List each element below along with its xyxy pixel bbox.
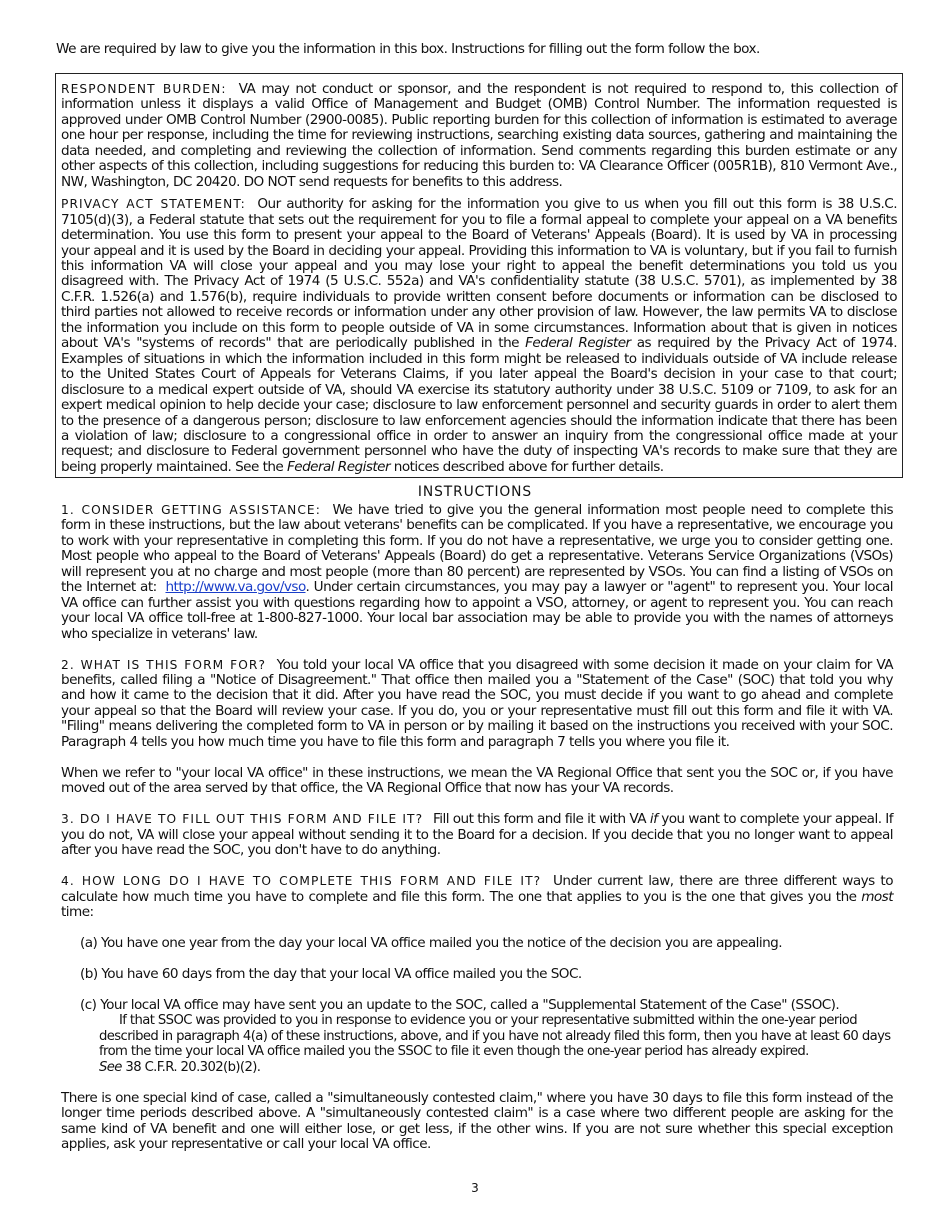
page-number: 3: [471, 1181, 479, 1195]
section-4-item-c-line2: If that SSOC was provided to you in response to evidence you or your representative submitted within the one-year period described in paragraph 4(a) of these instructions, above, and if you have not already filed this form, then you have at least 60 days from the time your local VA office mailed you the SSOC to file it even though the one-year period has already expired.: [99, 1013, 891, 1060]
intro-text: We are required by law to give you the information in this box. Instructions for filling out the form follow the box.: [56, 41, 760, 57]
section-4-item-c-line1: (c) Your local VA office may have sent you an update to the SOC, called a "Supplemental Statement of the Case" (SSOC).: [80, 996, 840, 1013]
section-4-item-a: (a) You have one year from the day your local VA office mailed you the notice of the decision you are appealing.: [80, 934, 782, 951]
cfr-citation: 38 C.F.R. 20.302(b)(2).: [125, 1059, 261, 1075]
respondent-burden-paragraph: [61, 82, 897, 190]
instructions-title: INSTRUCTIONS: [417, 484, 533, 500]
section-2-text: You told your local VA office that you disagreed with some decision it made on your claim for VA benefits, called filing a "Notice of Disagreement." That office then mailed you a "Statement of the Case" (SOC) that told you why and how it came to the decision that it did. After you have read the SOC, you must decide if you want to go ahead and complete your appeal so that the Board will review your case. If you do, you or your representative must fill out this form and file it with VA. "Filing" means delivering the completed form to VA in person or by mailing it based on the instructions you received with your SOC. Paragraph 4 tells you how much time you have to file this form and paragraph 7 tells you where you file it.: [61, 656, 893, 750]
section-2-heading: 2. WHAT IS THIS FORM FOR?: [61, 657, 267, 672]
section-1-text-a: We have tried to give you the general information most people need to complete this form in these instructions, but the law about veterans' benefits can be complicated. If you have a representative, we encourage you to work with your representative in completing this form. If you do not have a representative, we urge you to consider getting one. Most people who appeal to the Board of Veterans' Appeals (Board) do get a representative. Veterans Service Organizations (VSOs) will represent you at no charge and most people (more than 80 percent) are represented by VSOs. You can find a listing of VSOs on the Internet at:: [61, 502, 894, 596]
section-1-heading: 1. CONSIDER GETTING ASSISTANCE:: [61, 503, 321, 517]
instructions-body: [61, 503, 893, 1168]
section-2-paragraph: [61, 658, 893, 751]
federal-register-ref-1: Federal Register: [525, 335, 631, 352]
special-case-paragraph: There is one special kind of case, called a "simultaneously contested claim," where you have 30 days to file this form instead of the longer time periods described above. A "simultaneously contested claim" is a case where two different people are asking for the same kind of VA benefit and one will either lose, or get less, if the other wins. If you are not sure whether this special exception applies, ask your representative or call your local VA office.: [61, 1089, 893, 1153]
privacy-act-text-2: as required by the Privacy Act of 1974. Examples of situations in which the information included in this form might be released to individuals outside of VA include release to the United States Court of Appeals for Veterans Claims, if you later appeal the Board's decision in your case to that court; disclosure to a medical expert outside of VA, should VA exercise its statutory authority under 38 U.S.C. 5109 or 7109, to ask for an expert medical opinion to help decide your case; disclosure to law enforcement personnel and security guards in order to alert them to the presence of a dangerous person; disclosure to law enforcement agencies should the information indicate that there has been a violation of law; disclosure to a congressional office in order to answer an inquiry from the congressional office made at your request; and disclosure to Federal government personnel who have the duty of inspecting VA's records to make sure that they are being properly maintained. See the: [61, 335, 897, 475]
respondent-burden-heading: RESPONDENT BURDEN:: [61, 82, 227, 96]
section-1-paragraph: [61, 503, 893, 642]
section-4-text-b: time:: [61, 903, 94, 920]
section-2-note: When we refer to "your local VA office" in these instructions, we mean the VA Regional Office that sent you the SOC or, if you have moved out of the area served by that office, the VA Regional Office that now has your VA records.: [61, 764, 893, 797]
privacy-act-heading: PRIVACY ACT STATEMENT:: [61, 197, 246, 212]
section-3-paragraph: [61, 812, 893, 858]
vso-link[interactable]: http://www.va.gov/vso: [165, 579, 306, 596]
section-4-item-c-cite: [99, 1060, 893, 1076]
respondent-privacy-box: [55, 73, 903, 478]
section-3-if-word: if: [649, 811, 658, 828]
section-4-heading: 4. HOW LONG DO I HAVE TO COMPLETE THIS FORM AND FILE IT?: [61, 874, 542, 889]
federal-register-ref-2: Federal Register: [287, 458, 390, 475]
see-word: See: [99, 1059, 122, 1075]
section-4-most-word: most: [861, 888, 893, 905]
section-4-paragraph: [61, 874, 893, 920]
section-4-text-a: Under current law, there are three different ways to calculate how much time you have to complete and file this form. The one that applies to you is the one that gives you the: [61, 873, 893, 905]
section-4-item-b: (b) You have 60 days from the day that your local VA office mailed you the SOC.: [80, 965, 582, 982]
section-3-text-a: Fill out this form and file it with VA: [432, 811, 647, 828]
section-3-text-b: you want to complete your appeal. If you do not, VA will close your appeal without sending it to the Board for a decision. If you decide that you no longer want to appeal after you have read the SOC, you don't have to do anything.: [61, 811, 893, 859]
privacy-act-paragraph: [61, 197, 897, 475]
privacy-act-text-1: Our authority for asking for the information you give to us when you fill out this form is 38 U.S.C. 7105(d)(3), a Federal statute that sets out the requirement for you to file a formal appeal to complete your appeal on a VA benefits determination. You use this form to present your appeal to the Board of Veterans' Appeals (Board). It is used by VA in processing your appeal and it is used by the Board in deciding your appeal. Providing this information to VA is voluntary, but if you fail to furnish this information VA will close your appeal and you may lose your right to appeal the benefit determinations you told us you disagreed with. The Privacy Act of 1974 (5 U.S.C. 552a) and VA's confidentiality statute (38 U.S.C. 5701), as implemented by 38 C.F.R. 1.526(a) and 1.576(b), require individuals to provide written consent before documents or information can be disclosed to third parties not allowed to receive records or information under any other provision of law. However, the law permits VA to disclose the information you include on this form to people outside of VA in some circumstances. Information about that is given in notices about VA's "systems of records" that are periodically published in the: [61, 196, 897, 352]
section-3-heading: 3. DO I HAVE TO FILL OUT THIS FORM AND FILE IT?: [61, 812, 424, 827]
section-1-text-b: . Under certain circumstances, you may pay a lawyer or "agent" to represent you. Your local VA office can further assist you with questions regarding how to appoint a VSO, attorney, or agent to represent you. You can reach your local VA office toll-free at 1-800-827-1000. Your local bar association may be able to provide you with the names of attorneys who specialize in veterans' law.: [61, 579, 894, 642]
privacy-act-text-3: notices described above for further details.: [393, 458, 664, 475]
respondent-burden-text: VA may not conduct or sponsor, and the respondent is not required to respond to, this collection of information unless it displays a valid Office of Management and Budget (OMB) Control Number. The information requested is approved under OMB Control Number (2900-0085). Public reporting burden for this collection of information is estimated to average one hour per response, including the time for reviewing instructions, searching existing data sources, gathering and maintaining the data needed, and completing and reviewing the collection of information. Send comments regarding this burden estimate or any other aspects of this collection, including suggestions for reducing this burden to: VA Clearance Officer (005R1B), 810 Vermont Ave., NW, Washington, DC 20420. DO NOT send requests for benefits to this address.: [61, 81, 898, 190]
section-4-item-c: [80, 998, 893, 1076]
